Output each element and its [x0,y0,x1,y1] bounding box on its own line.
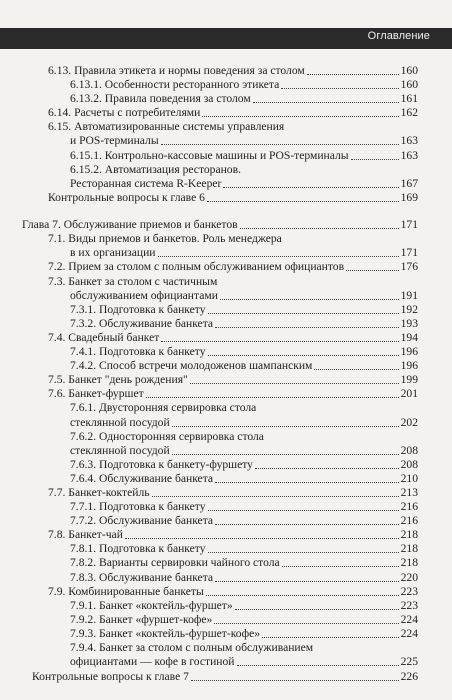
toc-entry[interactable] [70,655,418,669]
toc-page-number: 218 [400,528,418,541]
toc-entry-title: 7.7. Банкет-коктейль [48,486,150,499]
toc-entry[interactable] [48,585,418,599]
toc-entry[interactable] [70,246,418,260]
toc-entry[interactable] [70,472,418,486]
dot-leader [255,468,399,469]
toc-entry[interactable] [48,191,418,205]
dot-leader [220,299,399,300]
toc-entry-title: стеклянной посудой [70,416,170,429]
dot-leader [190,383,399,384]
toc-entry-title: 7.3. Банкет за столом с частичным [48,275,218,288]
toc-page-number: 201 [400,387,418,400]
toc-entry-title: 6.13.2. Правила поведения за столом [70,92,251,105]
toc-entry[interactable] [48,106,418,120]
toc-entry[interactable] [70,458,418,472]
toc-page-number: 210 [400,472,418,485]
toc-entry-title: 6.13. Правила этикета и нормы поведения за столом [48,64,305,77]
toc-entry-title: 7.6.4. Обслуживание банкета [70,472,214,485]
toc-entry[interactable] [70,542,418,556]
toc-entry[interactable] [70,641,418,655]
toc-entry[interactable] [70,359,418,373]
toc-page-number: 163 [400,134,418,147]
toc-entry[interactable] [70,444,418,458]
toc-entry-title: Глава 7. Обслуживание приемов и банкетов [22,218,238,231]
toc-entry-title: 6.13.1. Особенности ресторанного этикета [70,78,280,91]
toc-entry-title: 7.6.2. Односторонняя сервировка стола [70,430,264,443]
toc-page-number: 160 [400,64,418,77]
toc-entry-title: 7.9.1. Банкет «коктейль-фуршет» [70,599,233,612]
toc-entry-title: в их организации [70,246,156,259]
toc-entry[interactable] [32,670,418,684]
toc-entry[interactable] [48,486,418,500]
toc-entry-title: 6.15.2. Автоматизация ресторанов. [70,163,241,176]
toc-page-number: 218 [400,542,418,555]
toc-entry[interactable] [48,528,418,542]
dot-leader [146,397,399,398]
toc-entry[interactable] [70,317,418,331]
toc-page-number: 216 [400,500,418,513]
toc-page-number: 202 [400,416,418,429]
dot-leader [215,581,399,582]
dot-leader [125,538,399,539]
toc-page-number: 224 [400,613,418,626]
toc-entry-title: обслуживанием официантами [70,289,218,302]
toc-entry-title: 7.4.2. Способ встречи молодоженов шампанским [70,359,313,372]
toc-entry[interactable] [70,345,418,359]
dot-leader [207,201,399,202]
toc-page-number: 216 [400,514,418,527]
toc-entry-title: стеклянной посудой [70,444,170,457]
toc-page-number: 193 [400,317,418,330]
dot-leader [214,623,398,624]
toc-page-number: 199 [400,373,418,386]
toc-page-number: 223 [400,599,418,612]
toc-entry-title: 7.2. Прием за столом с полным обслуживанием официантов [48,260,345,273]
toc-page-number: 223 [400,585,418,598]
toc-page-number: 192 [400,303,418,316]
toc-page-number: 167 [400,177,418,190]
toc-entry[interactable] [70,78,418,92]
toc-entry-title: 7.8.2. Варианты сервировки чайного стола [70,556,280,569]
toc-page-number: 160 [400,78,418,91]
toc-entry-title: официантами — кофе в гостиной [70,655,235,668]
dot-leader [215,327,399,328]
dot-leader [281,88,398,89]
toc-entry-title: Контрольные вопросы к главе 7 [32,670,189,683]
toc-page-number: 220 [400,571,418,584]
toc-entry-title: 6.15.1. Контрольно-кассовые машины и POS-терминалы [70,149,349,162]
toc-entry[interactable] [48,275,418,289]
toc-entry-title: 7.6.1. Двусторонняя сервировка стола [70,401,257,414]
toc-entry[interactable] [70,289,418,303]
toc-entry-title: 7.3.1. Подготовка к банкету [70,303,206,316]
toc-entry[interactable] [70,303,418,317]
dot-leader [208,510,399,511]
toc-page-number: 196 [400,359,418,372]
toc-entry[interactable] [70,571,418,585]
dot-leader [282,566,399,567]
toc-page-number: 225 [400,655,418,668]
dot-leader [223,187,398,188]
toc-page-number: 176 [400,260,418,273]
toc-page-number: 163 [400,149,418,162]
toc-entry-title: и POS-терминалы [70,134,159,147]
toc-entry[interactable] [22,218,418,232]
toc-page-number: 191 [400,289,418,302]
dot-leader [253,102,399,103]
toc-entry[interactable] [70,134,418,148]
toc-page-number: 213 [400,486,418,499]
toc-entry-title: 7.1. Виды приемов и банкетов. Роль менеджера [48,232,282,245]
toc-entry[interactable] [70,613,418,627]
toc-entry-title: 7.9.4. Банкет за столом с полным обслуживанием [70,641,314,654]
running-header-title: Оглавление [367,30,430,42]
toc-entry[interactable] [48,120,418,134]
toc-entry[interactable] [48,232,418,246]
toc-entry[interactable] [70,514,418,528]
toc-entry-title: 7.6. Банкет-фуршет [48,387,144,400]
toc-entry[interactable] [70,177,418,191]
toc-entry[interactable] [48,373,418,387]
toc-entry[interactable] [70,416,418,430]
dot-leader [161,341,398,342]
toc-entry[interactable] [70,627,418,641]
toc-entry[interactable] [70,430,418,444]
toc-entry[interactable] [48,260,418,274]
toc-entry-title: 7.8.3. Обслуживание банкета [70,571,214,584]
toc-page-number: 171 [400,246,418,259]
dot-leader [351,159,399,160]
toc-page-number: 169 [400,191,418,204]
dot-leader [191,680,399,681]
toc-entry[interactable] [70,163,418,177]
toc-entry-title: Ресторанная система R-Keeper [70,177,222,190]
dot-leader [202,116,398,117]
toc-page-number: 224 [400,627,418,640]
toc-entry-title: 7.3.2. Обслуживание банкета [70,317,214,330]
toc-entry-title: 7.8.1. Подготовка к банкету [70,542,206,555]
dot-leader [240,228,399,229]
toc-page-number: 208 [400,458,418,471]
dot-leader [235,609,399,610]
dot-leader [215,524,399,525]
toc-page-number: 161 [400,92,418,105]
dot-leader [206,595,399,596]
dot-leader [208,313,399,314]
toc-entry[interactable] [48,387,418,401]
dot-leader [161,144,399,145]
toc-entry-title: 7.7.1. Подготовка к банкету [70,500,206,513]
toc-entry-title: 7.6.3. Подготовка к банкету-фуршету [70,458,253,471]
dot-leader [208,355,399,356]
toc-entry-title: 7.4.1. Подготовка к банкету [70,345,206,358]
dot-leader [215,482,399,483]
toc-entry-title: 6.14. Расчеты с потребителями [48,106,201,119]
toc-page-number: 218 [400,556,418,569]
dot-leader [152,496,399,497]
dot-leader [172,426,399,427]
toc-entry-title: 7.9. Комбинированные банкеты [48,585,204,598]
dot-leader [237,665,399,666]
toc-entry-title: 6.15. Автоматизированные системы управления [48,120,285,133]
toc-entry[interactable] [70,556,418,570]
dot-leader [314,369,398,370]
toc-entry-title: 7.9.3. Банкет «коктейль-фуршет-кофе» [70,627,261,640]
toc-entry[interactable] [70,599,418,613]
toc-page-number: 194 [400,331,418,344]
toc-page-number: 208 [400,444,418,457]
toc-page-number: 162 [400,106,418,119]
toc-entry-title: 7.4. Свадебный банкет [48,331,160,344]
toc-entry[interactable] [70,401,418,415]
toc-page-number: 171 [400,218,418,231]
dot-leader [346,270,399,271]
toc-entry[interactable] [48,64,418,78]
toc-entry-title: 7.9.2. Банкет «фуршет-кофе» [70,613,213,626]
toc-entry-title: 7.5. Банкет "день рождения" [48,373,188,386]
toc-entry-title: 7.7.2. Обслуживание банкета [70,514,214,527]
dot-leader [307,74,399,75]
toc-entry[interactable] [70,149,418,163]
dot-leader [208,552,399,553]
toc-entry-title: 7.8. Банкет-чай [48,528,123,541]
dot-leader [158,256,399,257]
dot-leader [172,454,399,455]
dot-leader [262,637,399,638]
toc-entry[interactable] [48,331,418,345]
toc-entry-title: Контрольные вопросы к главе 6 [48,191,205,204]
toc-entry[interactable] [70,92,418,106]
toc-page-number: 226 [400,670,418,683]
toc-entry[interactable] [70,500,418,514]
toc-page-number: 196 [400,345,418,358]
